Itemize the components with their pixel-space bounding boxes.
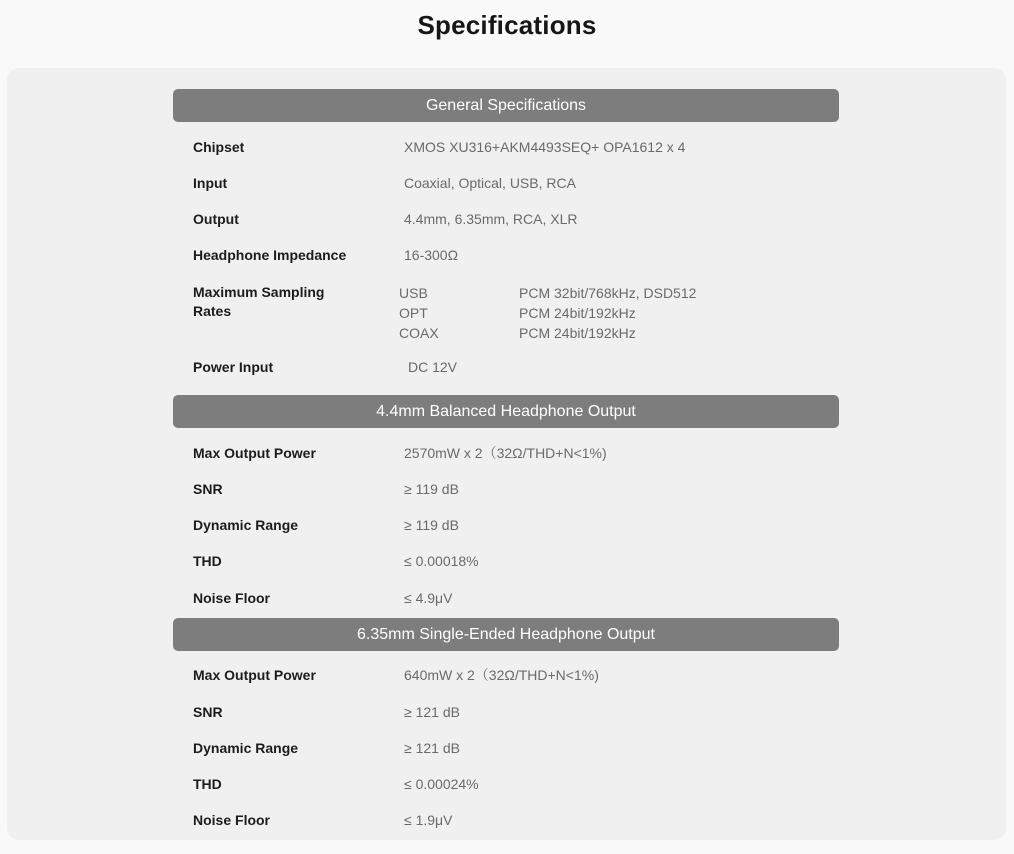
power-input-label: Power Input	[193, 359, 274, 375]
se-max-output-power-value: 640mW x 2（32Ω/THD+N<1%)	[404, 667, 599, 683]
balanced-snr-label: SNR	[193, 481, 223, 497]
input-label: Input	[193, 175, 228, 191]
input-value: Coaxial, Optical, USB, RCA	[404, 175, 576, 191]
output-label: Output	[193, 211, 239, 227]
headphone-impedance-label: Headphone Impedance	[193, 247, 347, 263]
se-thd-value: ≤ 0.00024%	[404, 776, 479, 792]
sampling-rate-column	[519, 283, 696, 343]
balanced-thd-label: THD	[193, 553, 222, 569]
se-noise-floor-label: Noise Floor	[193, 812, 271, 828]
chipset-value: XMOS XU316+AKM4493SEQ+ OPA1612 x 4	[404, 139, 686, 155]
output-value: 4.4mm, 6.35mm, RCA, XLR	[404, 211, 578, 227]
se-dynamic-range-value: ≥ 121 dB	[404, 740, 460, 756]
general-specifications-header: General Specifications	[173, 89, 839, 122]
power-input-value: DC 12V	[408, 359, 458, 375]
max-sampling-rates-label-line1: Maximum Sampling	[193, 284, 325, 300]
max-sampling-rates-label-line2: Rates	[193, 303, 232, 319]
se-thd-label: THD	[193, 776, 222, 792]
balanced-thd-value: ≤ 0.00018%	[404, 553, 479, 569]
balanced-noise-floor-label: Noise Floor	[193, 590, 271, 606]
sampling-rate-opt: PCM 24bit/192kHz	[519, 305, 636, 321]
balanced-dynamic-range-label: Dynamic Range	[193, 517, 299, 533]
sampling-interface-usb: USB	[399, 285, 428, 301]
balanced-dynamic-range-value: ≥ 119 dB	[404, 517, 459, 533]
page-title: Specifications	[417, 10, 597, 40]
balanced-max-output-power-value: 2570mW x 2（32Ω/THD+N<1%)	[404, 445, 607, 461]
max-sampling-rates-label	[193, 283, 324, 321]
sampling-rate-coax: PCM 24bit/192kHz	[519, 325, 636, 341]
sampling-interface-opt: OPT	[399, 305, 428, 321]
headphone-impedance-value: 16-300Ω	[404, 247, 459, 263]
se-noise-floor-value: ≤ 1.9μV	[404, 812, 453, 828]
sampling-rate-usb: PCM 32bit/768kHz, DSD512	[519, 285, 697, 301]
chipset-label: Chipset	[193, 139, 245, 155]
balanced-snr-value: ≥ 119 dB	[404, 481, 459, 497]
balanced-noise-floor-value: ≤ 4.9μV	[404, 590, 453, 606]
se-snr-value: ≥ 121 dB	[404, 704, 460, 720]
specifications-card	[7, 68, 1006, 840]
se-dynamic-range-label: Dynamic Range	[193, 740, 299, 756]
se-max-output-power-label: Max Output Power	[193, 667, 316, 683]
single-ended-output-header: 6.35mm Single-Ended Headphone Output	[173, 618, 839, 651]
sampling-interface-coax: COAX	[399, 325, 439, 341]
balanced-output-header: 4.4mm Balanced Headphone Output	[173, 395, 839, 428]
balanced-max-output-power-label: Max Output Power	[193, 445, 316, 461]
se-snr-label: SNR	[193, 704, 223, 720]
sampling-interface-column	[399, 283, 439, 343]
